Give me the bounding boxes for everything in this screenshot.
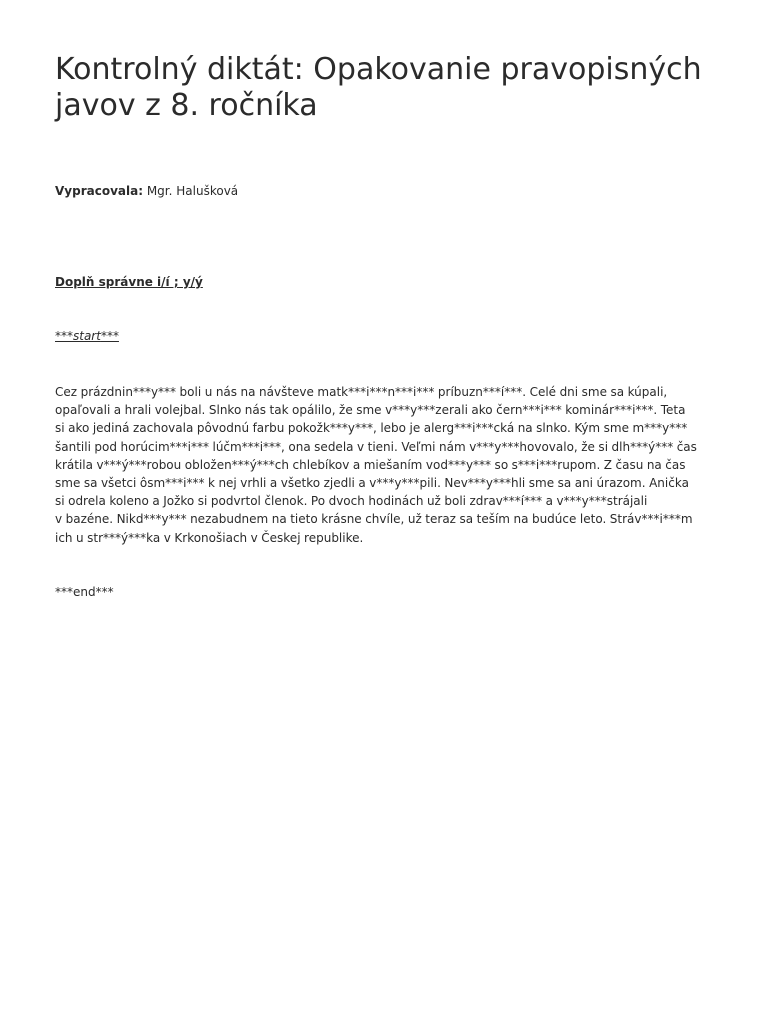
author-label: Vypracovala: bbox=[55, 184, 144, 198]
dictation-line: v bazéne. Nikd***y*** nezabudnem na tieto krásne chvíle, už teraz sa teším na budúce leto. Stráv***i***m bbox=[55, 512, 693, 527]
end-marker: ***end*** bbox=[55, 585, 114, 599]
dictation-line: si odrela koleno a Jožko si podvrtol členok. Po dvoch hodinách už boli zdrav***í*** a v***y***strájali bbox=[55, 494, 648, 509]
start-marker-prefix: *** bbox=[55, 329, 73, 343]
dictation-line: sme sa všetci ôsm***i*** k nej vrhli a všetko zjedli a v***y***pili. Nev***y***hli sme sa ani úrazom. Anička bbox=[55, 476, 689, 491]
author-name: Mgr. Halušková bbox=[143, 184, 239, 198]
dictation-line: si ako jediná zachovala pôvodnú farbu pokožk***y***, lebo je alerg***i***cká na slnko. Kým sme m***y*** bbox=[55, 421, 688, 436]
author-line bbox=[55, 183, 238, 199]
start-marker-word: start bbox=[73, 329, 101, 343]
dictation-line: ich u str***ý***ka v Krkonošiach v Českej republike. bbox=[55, 530, 364, 545]
page-title: Kontrolný diktát: Opakovanie pravopisných javov z 8. ročníka bbox=[55, 52, 702, 123]
dictation-line: šantili pod horúcim***i*** lúčm***i***, ona sedela v tieni. Veľmi nám v***y***hovovalo, že si dlh***ý*** čas bbox=[55, 439, 697, 454]
dictation-text bbox=[55, 383, 717, 547]
start-marker bbox=[55, 328, 119, 344]
dictation-line: Cez prázdnin***y*** boli u nás na návšteve matk***i***n***i*** príbuzn***í***. Celé dni sme sa kúpali, bbox=[55, 385, 668, 399]
dictation-line: opaľovali a hrali volejbal. Slnko nás tak opálilo, že sme v***y***zerali ako čern***i*** kominár***i***. Teta bbox=[55, 403, 686, 418]
task-instruction: Doplň správne i/í ; y/ý bbox=[55, 275, 203, 289]
dictation-line: krátila v***ý***robou obložen***ý***ch chlebíkov a miešaním vod***y*** so s***i***rupom. Z času na čas bbox=[55, 457, 686, 472]
start-marker-suffix: *** bbox=[100, 329, 119, 343]
